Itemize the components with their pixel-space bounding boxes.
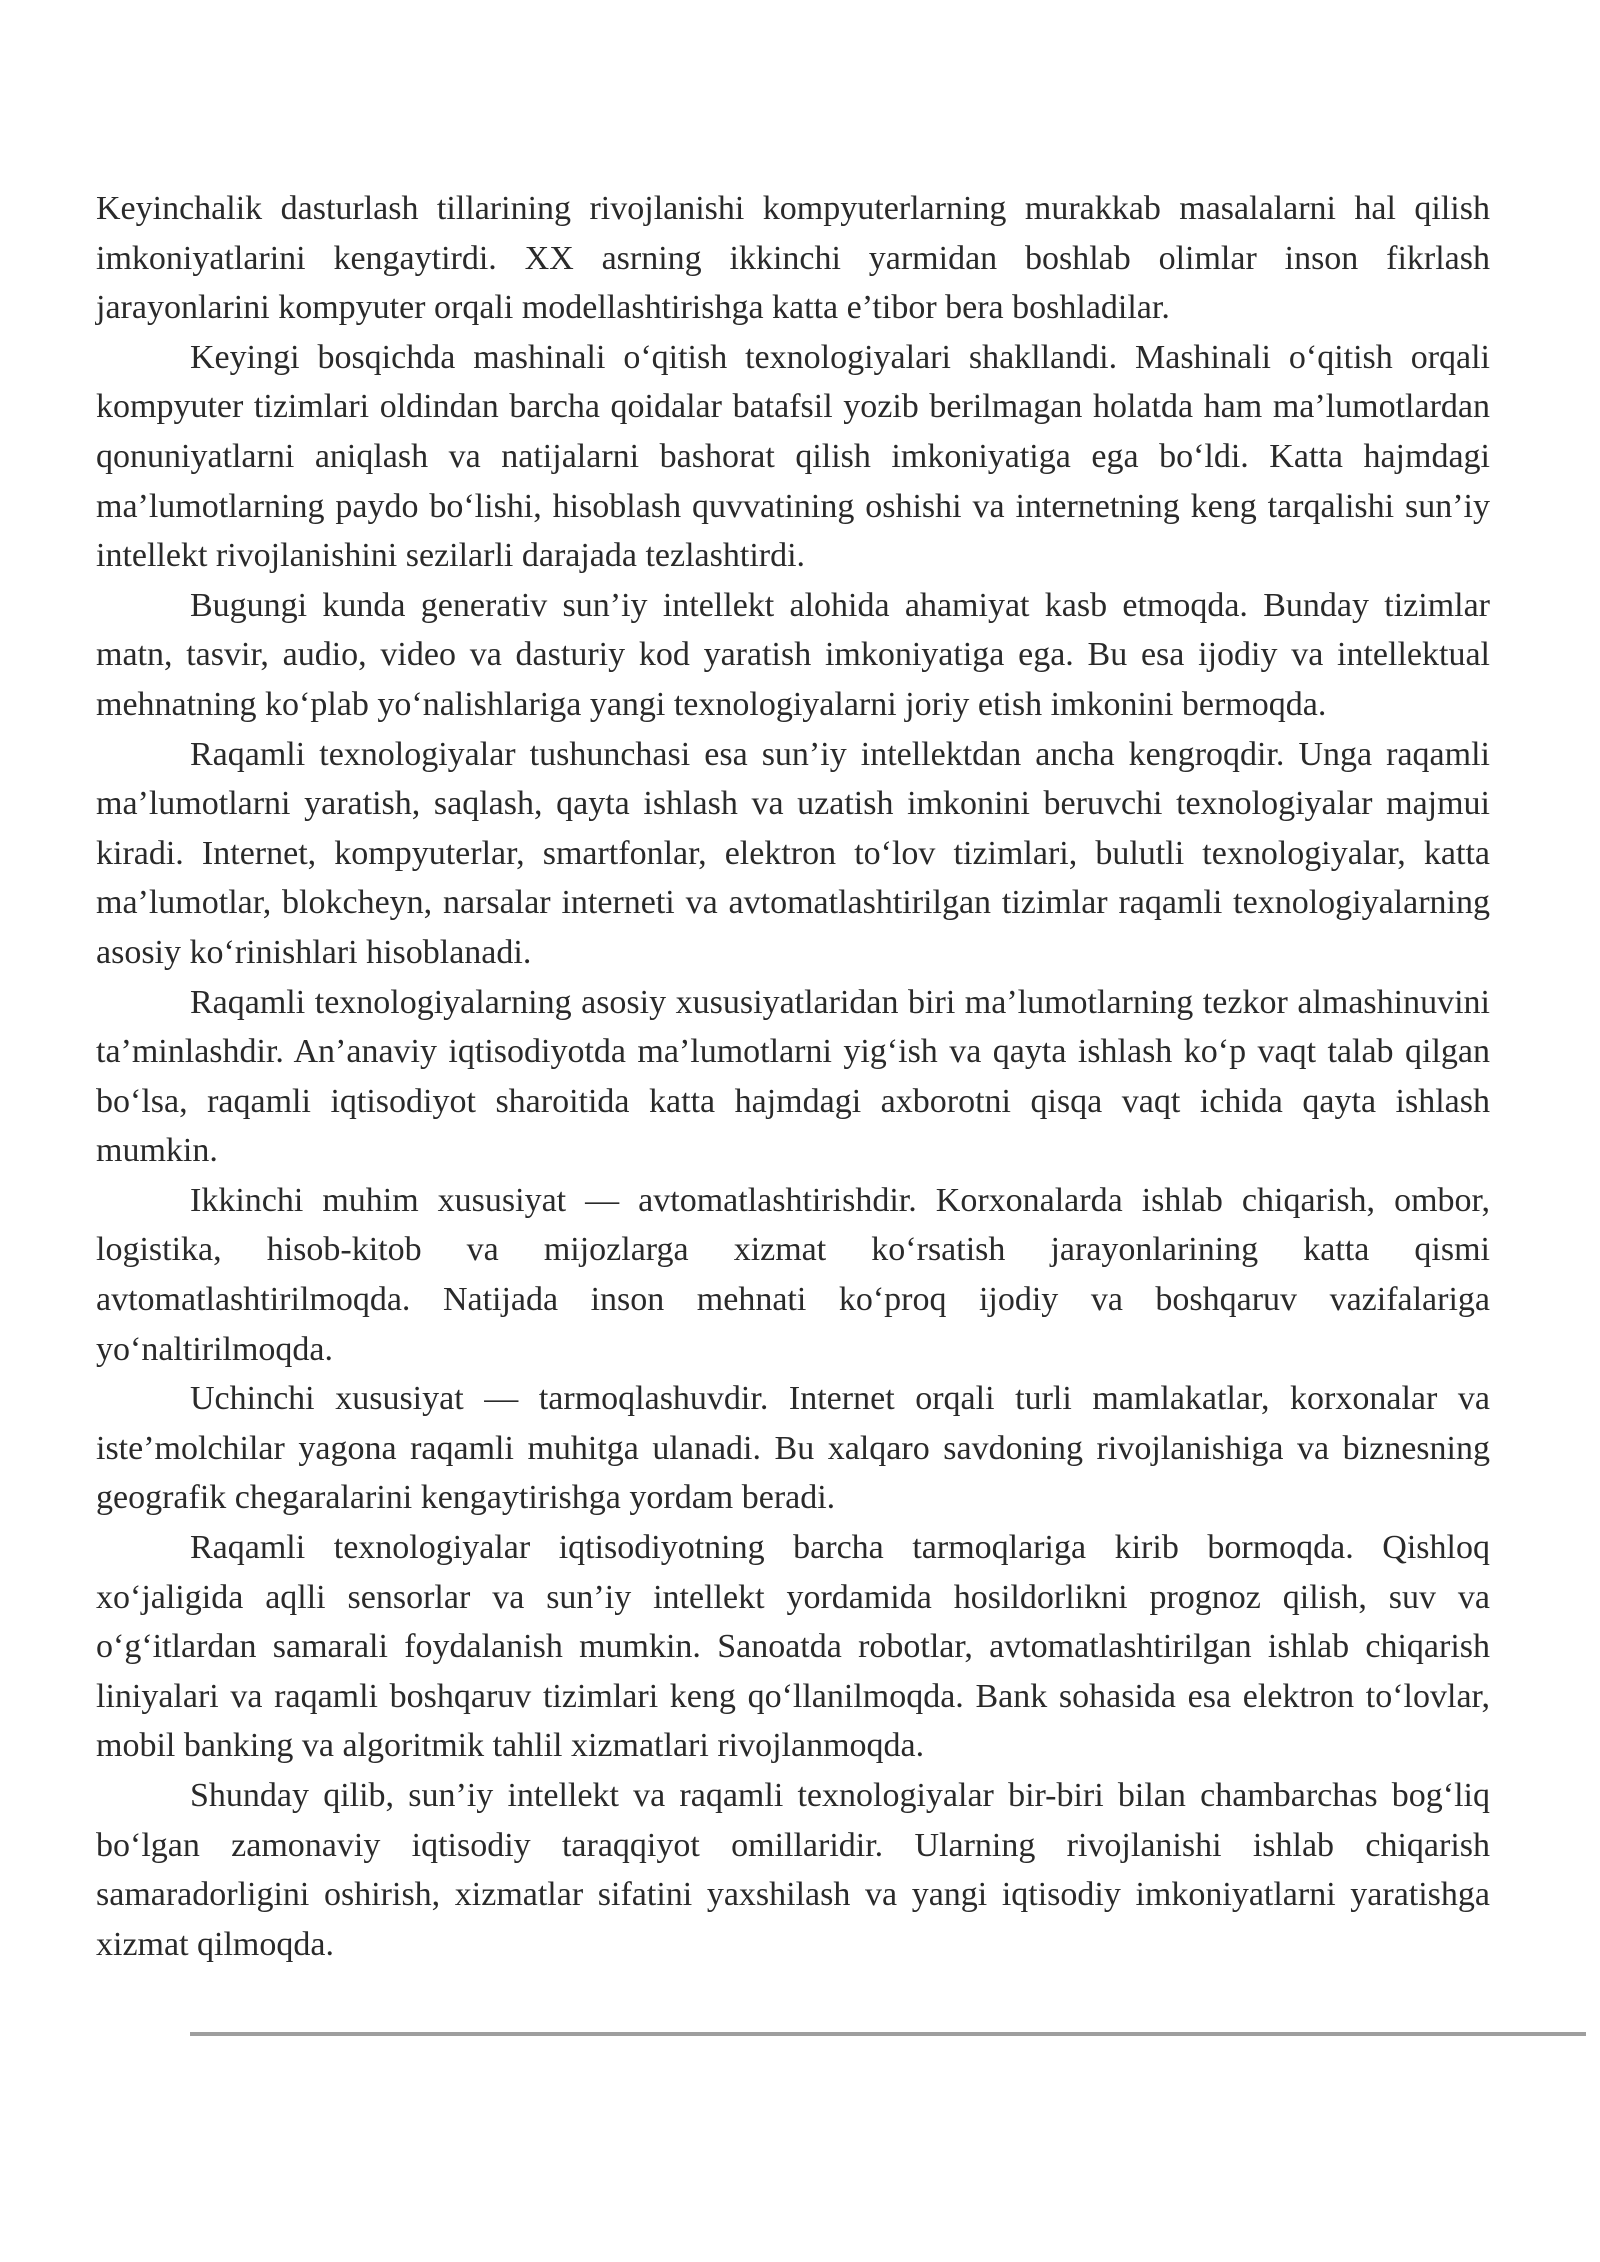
- paragraph-5: Raqamli texnologiyalarning asosiy xususiyatlaridan biri ma’lumotlarning tezkor almashinuvini ta’minlashdir. An’anaviy iqtisodiyotda ma’lumotlarni yig‘ish va qayta ishlash ko‘p vaqt talab qilgan bo‘lsa, raqamli iqtisodiyot sharoitida katta hajmdagi axborotni qisqa vaqt ichida qayta ishlash mumkin.: [96, 983, 1490, 1170]
- paragraph-8: Raqamli texnologiyalar iqtisodiyotning barcha tarmoqlariga kirib bormoqda. Qishloq xo‘jaligida aqlli sensorlar va sun’iy intellekt yordamida hosildorlikni prognoz qilish, suv va o‘g‘itlardan samarali foydalanish mumkin. Sanoatda robotlar, avtomatlashtirilgan ishlab chiqarish liniyalari va raqamli boshqaruv tizimlari keng qo‘llanilmoqda. Bank sohasida esa elektron to‘lovlar, mobil banking va algoritmik tahlil xizmatlari rivojlanmoqda.: [96, 1529, 1490, 1765]
- paragraph-7: Uchinchi xususiyat — tarmoqlashuvdir. Internet orqali turli mamlakatlar, korxonalar va iste’molchilar yagona raqamli muhitga ulanadi. Bu xalqaro savdoning rivojlanishiga va biznesning geografik chegaralarini kengaytirishga yordam beradi.: [96, 1380, 1490, 1517]
- paragraph-3: Bugungi kunda generativ sun’iy intellekt alohida ahamiyat kasb etmoqda. Bunday tizimlar matn, tasvir, audio, video va dasturiy kod yaratish imkoniyatiga ega. Bu esa ijodiy va intellektual mehnatning ko‘plab yo‘nalishlariga yangi texnologiyalarni joriy etish imkonini bermoqda.: [96, 586, 1490, 723]
- paragraph-6: Ikkinchi muhim xususiyat — avtomatlashtirishdir. Korxonalarda ishlab chiqarish, ombor, logistika, hisob-kitob va mijozlarga xizmat ko‘rsatish jarayonlarining katta qismi avtomatlashtirilmoqda. Natijada inson mehnati ko‘proq ijodiy va boshqaruv vazifalariga yo‘naltirilmoqda.: [96, 1181, 1490, 1368]
- paragraph-9: Shunday qilib, sun’iy intellekt va raqamli texnologiyalar bir-biri bilan chambarchas bog‘liq bo‘lgan zamonaviy iqtisodiy taraqqiyot omillaridir. Ularning rivojlanishi ishlab chiqarish samaradorligini oshirish, xizmatlar sifatini yaxshilash va yangi iqtisodiy imkoniyatlarni yaratishga xizmat qilmoqda.: [96, 1777, 1490, 1963]
- paragraph-2: Keyingi bosqichda mashinali o‘qitish texnologiyalari shakllandi. Mashinali o‘qitish orqali kompyuter tizimlari oldindan barcha qoidalar batafsil yozib berilmagan holatda ham ma’lumotlardan qonuniyatlarni aniqlash va natijalarni bashorat qilish imkoniyatiga ega bo‘ldi. Katta hajmdagi ma’lumotlarning paydo bo‘lishi, hisoblash quvvatining oshishi va internetning keng tarqalishi sun’iy intellekt rivojlanishini sezilarli darajada tezlashtirdi.: [96, 338, 1490, 575]
- document-body: [96, 184, 1490, 1969]
- paragraph-4: Raqamli texnologiyalar tushunchasi esa sun’iy intellektdan ancha kengroqdir. Unga raqamli ma’lumotlarni yaratish, saqlash, qayta ishlash va uzatish imkonini beruvchi texnologiyalar majmui kiradi. Internet, kompyuterlar, smartfonlar, elektron to‘lov tizimlari, bulutli texnologiyalar, katta ma’lumotlar, blokcheyn, narsalar interneti va avtomatlashtirilgan tizimlar raqamli texnologiyalarning asosiy ko‘rinishlari hisoblanadi.: [96, 735, 1490, 971]
- bottom-divider: [190, 2032, 1586, 2036]
- paragraph-1: Keyinchalik dasturlash tillarining rivojlanishi kompyuterlarning murakkab masalalarni hal qilish imkoniyatlarini kengaytirdi. XX asrning ikkinchi yarmidan boshlab olimlar inson fikrlash jarayonlarini kompyuter orqali modellashtirishga katta e’tibor bera boshladilar.: [96, 190, 1490, 327]
